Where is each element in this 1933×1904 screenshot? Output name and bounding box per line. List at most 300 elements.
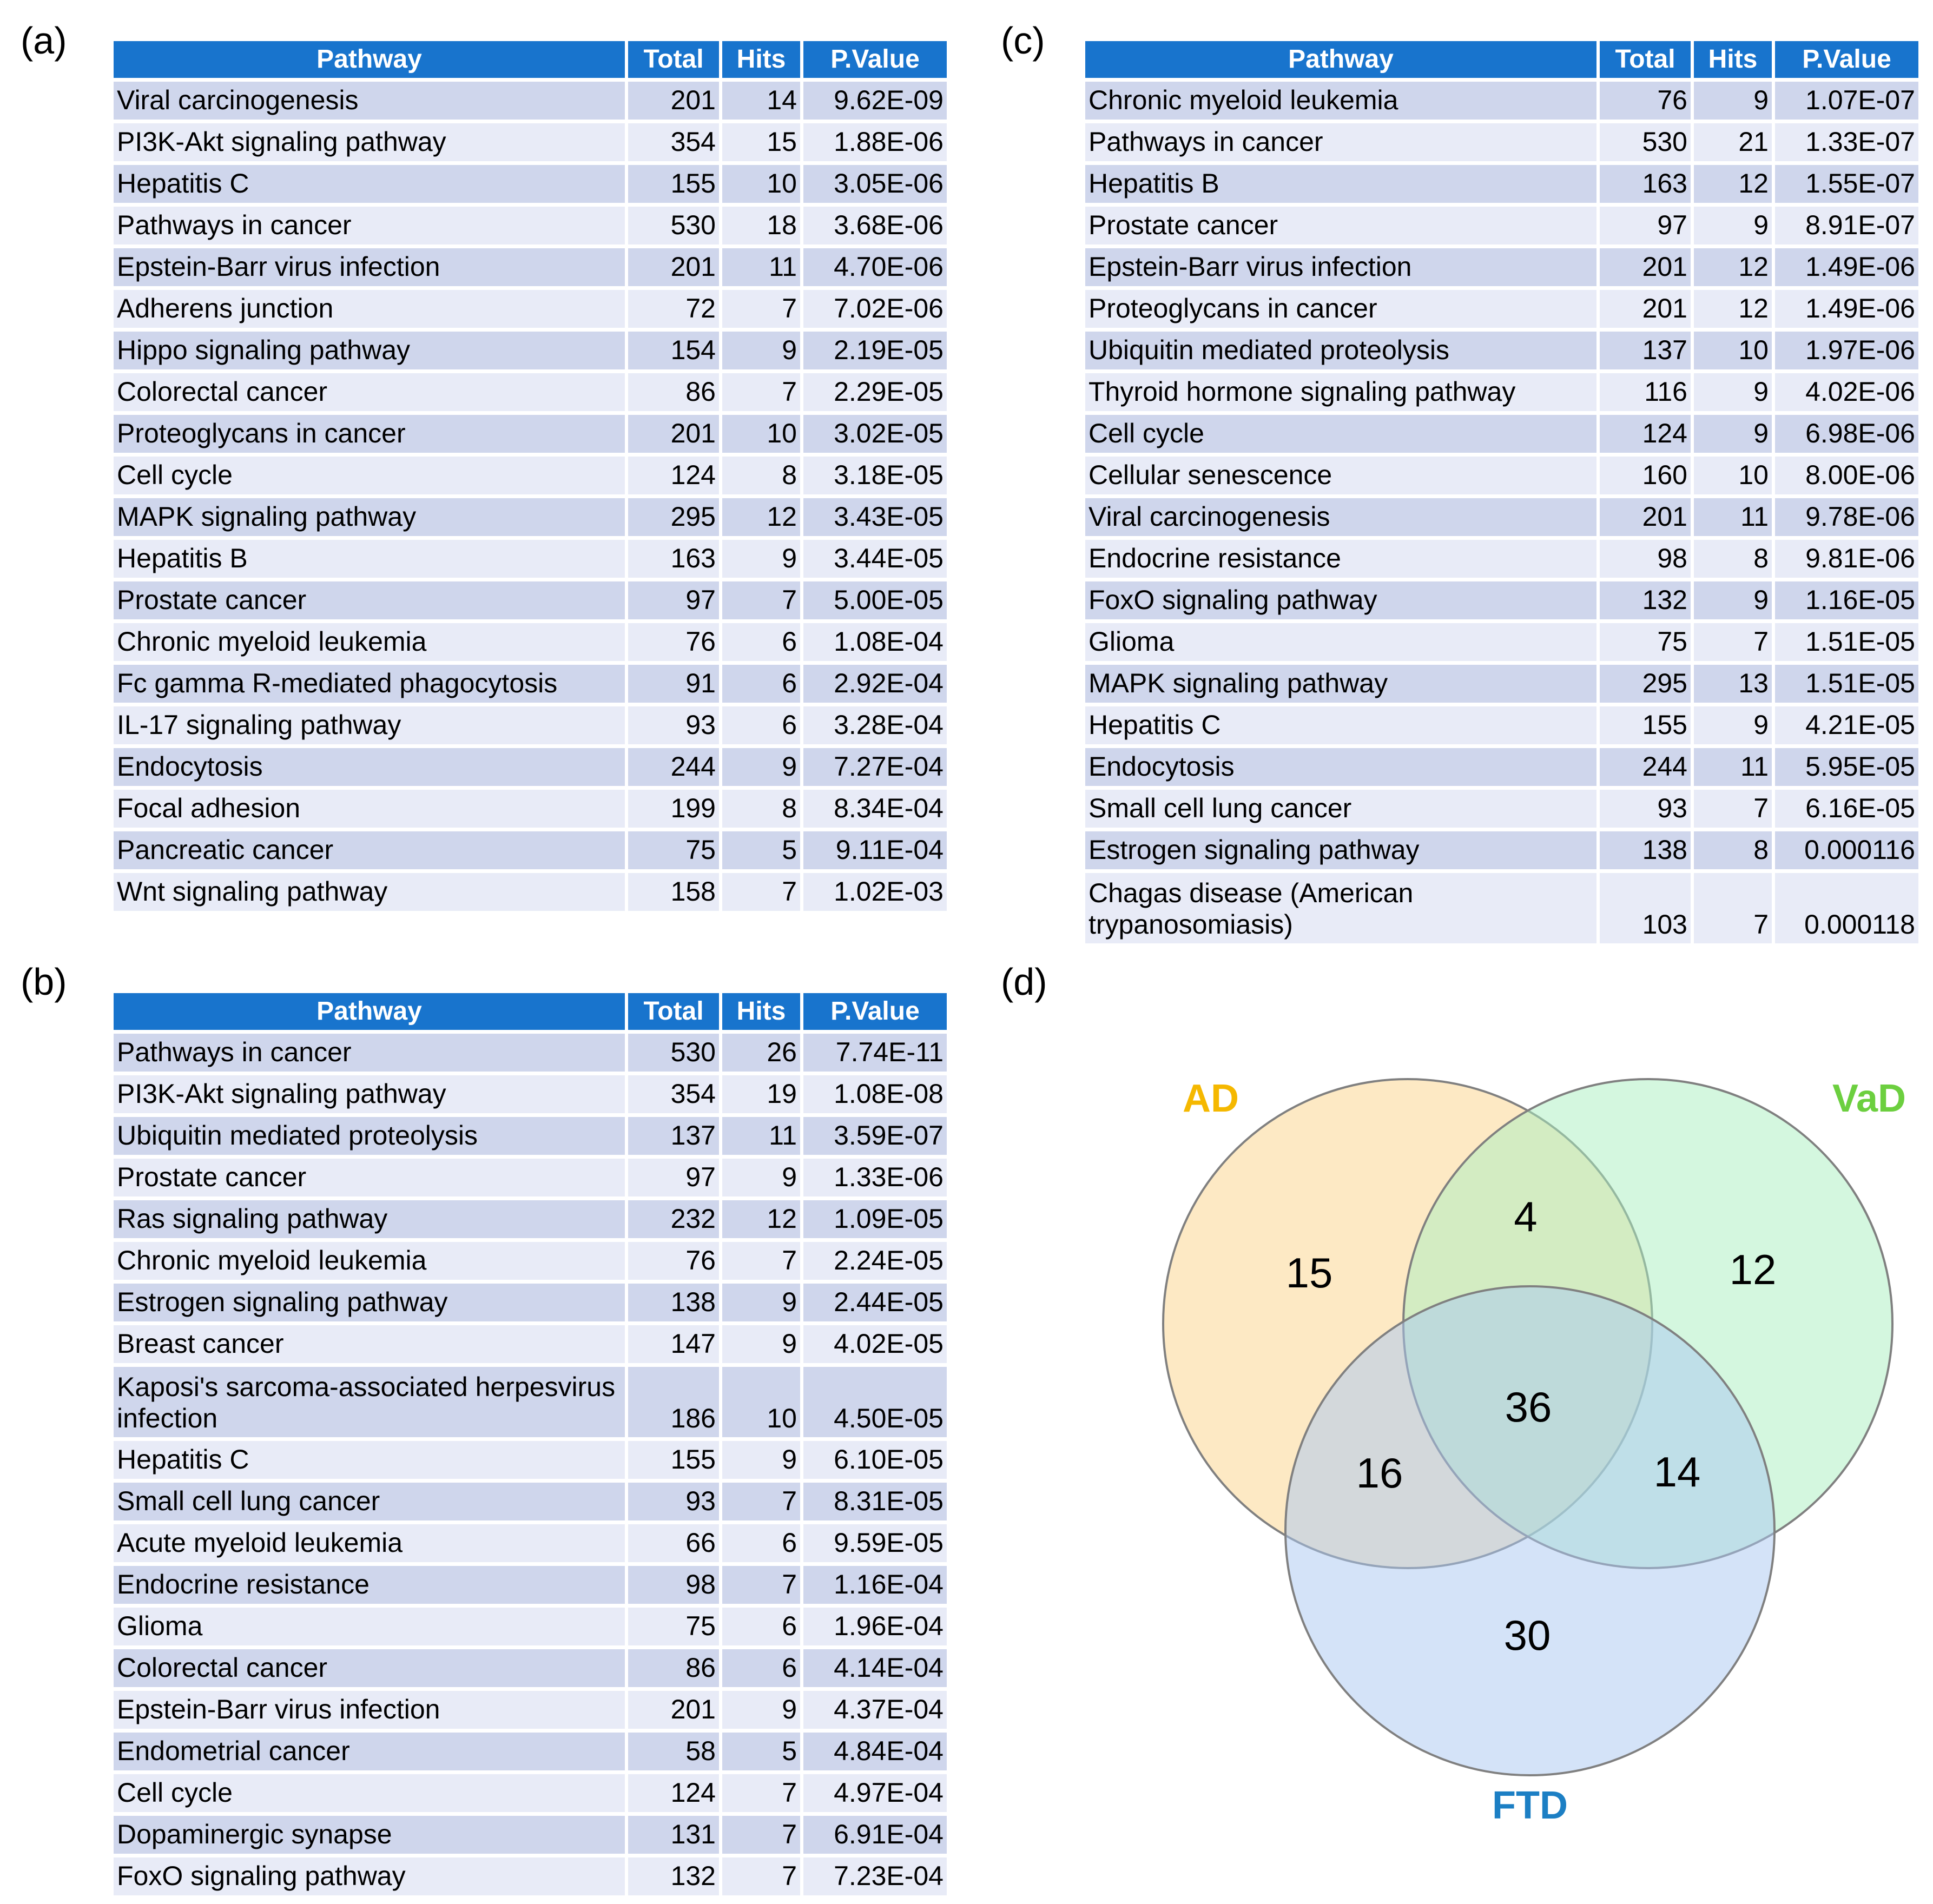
- hits-cell: 11: [721, 1115, 802, 1157]
- hits-cell: 19: [721, 1074, 802, 1115]
- table-row: [114, 1032, 947, 1074]
- hits-cell: 7: [721, 1481, 802, 1523]
- venn-label-vad: VaD: [1832, 1077, 1906, 1120]
- pathway-cell: Prostate cancer: [114, 580, 626, 622]
- hits-cell: 7: [1692, 871, 1773, 944]
- pathway-cell: Adherens junction: [114, 288, 626, 330]
- column-header: Pathway: [1085, 41, 1598, 80]
- total-cell: 154: [626, 330, 721, 372]
- pathway-cell: Hepatitis B: [1085, 163, 1598, 205]
- pathway-cell: Estrogen signaling pathway: [114, 1282, 626, 1324]
- table-header-row: [1085, 41, 1918, 80]
- table-row: [114, 1856, 947, 1896]
- total-cell: 295: [1598, 663, 1692, 705]
- pathway-cell: Pathways in cancer: [114, 205, 626, 247]
- pathway-cell: Endocrine resistance: [114, 1564, 626, 1606]
- table-row: [1085, 455, 1918, 497]
- total-cell: 116: [1598, 372, 1692, 413]
- total-cell: 93: [626, 705, 721, 746]
- hits-cell: 15: [721, 122, 802, 163]
- table-row: [1085, 705, 1918, 746]
- total-cell: 163: [626, 538, 721, 580]
- hits-cell: 21: [1692, 122, 1773, 163]
- table-row: [114, 413, 947, 455]
- table-row: [114, 497, 947, 538]
- pathway-cell: Prostate cancer: [1085, 205, 1598, 247]
- total-cell: 124: [626, 1773, 721, 1814]
- table-row: [1085, 538, 1918, 580]
- pvalue-cell: 1.88E-06: [802, 122, 947, 163]
- total-cell: 76: [626, 1240, 721, 1282]
- table-row: [114, 1689, 947, 1731]
- table-row: [114, 663, 947, 705]
- total-cell: 76: [626, 622, 721, 663]
- pathway-cell: Pathways in cancer: [1085, 122, 1598, 163]
- venn-count-vad-only: 12: [1729, 1246, 1777, 1293]
- pvalue-cell: 1.96E-04: [802, 1606, 947, 1648]
- pvalue-cell: 7.74E-11: [802, 1032, 947, 1074]
- pathway-cell: Ubiquitin mediated proteolysis: [1085, 330, 1598, 372]
- pathway-cell: Chronic myeloid leukemia: [1085, 80, 1598, 122]
- hits-cell: 12: [1692, 163, 1773, 205]
- hits-cell: 7: [1692, 788, 1773, 830]
- pathway-cell: Small cell lung cancer: [114, 1481, 626, 1523]
- table-row: [114, 163, 947, 205]
- pvalue-cell: 1.51E-05: [1773, 622, 1918, 663]
- pathway-cell: Prostate cancer: [114, 1157, 626, 1199]
- pvalue-cell: 2.19E-05: [802, 330, 947, 372]
- column-header: Total: [1598, 41, 1692, 80]
- table-row: [1085, 288, 1918, 330]
- pathway-cell: Proteoglycans in cancer: [1085, 288, 1598, 330]
- table-row: [1085, 871, 1918, 944]
- total-cell: 160: [1598, 455, 1692, 497]
- hits-cell: 9: [721, 538, 802, 580]
- table-row: [114, 330, 947, 372]
- table-row: [1085, 247, 1918, 288]
- total-cell: 98: [1598, 538, 1692, 580]
- hits-cell: 11: [1692, 497, 1773, 538]
- pvalue-cell: 9.81E-06: [1773, 538, 1918, 580]
- pvalue-cell: 3.18E-05: [802, 455, 947, 497]
- table-row: [1085, 122, 1918, 163]
- total-cell: 75: [1598, 622, 1692, 663]
- hits-cell: 9: [1692, 705, 1773, 746]
- hits-cell: 18: [721, 205, 802, 247]
- column-header: Total: [626, 993, 721, 1032]
- total-cell: 93: [626, 1481, 721, 1523]
- pvalue-cell: 6.10E-05: [802, 1439, 947, 1481]
- pvalue-cell: 0.000118: [1773, 871, 1918, 944]
- table-row: [114, 871, 947, 911]
- pathway-cell: Chagas disease (American trypanosomiasis): [1085, 871, 1598, 944]
- pathway-cell: Ras signaling pathway: [114, 1199, 626, 1240]
- total-cell: 91: [626, 663, 721, 705]
- hits-cell: 7: [721, 372, 802, 413]
- hits-cell: 7: [721, 580, 802, 622]
- hits-cell: 6: [721, 663, 802, 705]
- pvalue-cell: 3.05E-06: [802, 163, 947, 205]
- hits-cell: 9: [721, 1439, 802, 1481]
- total-cell: 186: [626, 1365, 721, 1439]
- venn-label-ftd: FTD: [1492, 1784, 1568, 1827]
- venn-count-ad-vad: 4: [1514, 1193, 1538, 1240]
- hits-cell: 7: [721, 288, 802, 330]
- column-header: Pathway: [114, 41, 626, 80]
- hits-cell: 6: [721, 705, 802, 746]
- pathway-cell: Cell cycle: [1085, 413, 1598, 455]
- panel-label-a: (a): [21, 19, 67, 62]
- hits-cell: 9: [721, 1689, 802, 1731]
- hits-cell: 12: [1692, 247, 1773, 288]
- table-row: [1085, 205, 1918, 247]
- total-cell: 124: [1598, 413, 1692, 455]
- venn-diagram: [1114, 1017, 1906, 1861]
- pathway-cell: Colorectal cancer: [114, 1648, 626, 1689]
- hits-cell: 7: [721, 1814, 802, 1856]
- pvalue-cell: 1.09E-05: [802, 1199, 947, 1240]
- pvalue-cell: 4.02E-06: [1773, 372, 1918, 413]
- hits-cell: 12: [1692, 288, 1773, 330]
- table-row: [114, 288, 947, 330]
- total-cell: 103: [1598, 871, 1692, 944]
- pvalue-cell: 9.78E-06: [1773, 497, 1918, 538]
- table-row: [114, 1199, 947, 1240]
- total-cell: 155: [1598, 705, 1692, 746]
- hits-cell: 9: [721, 330, 802, 372]
- pathway-cell: Glioma: [1085, 622, 1598, 663]
- total-cell: 131: [626, 1814, 721, 1856]
- table-row: [114, 122, 947, 163]
- pathway-cell: FoxO signaling pathway: [114, 1856, 626, 1896]
- table-row: [1085, 622, 1918, 663]
- table-row: [114, 455, 947, 497]
- hits-cell: 12: [721, 497, 802, 538]
- pvalue-cell: 9.62E-09: [802, 80, 947, 122]
- hits-cell: 10: [721, 163, 802, 205]
- venn-label-ad: AD: [1183, 1077, 1239, 1120]
- pvalue-cell: 2.92E-04: [802, 663, 947, 705]
- venn-count-ad-only: 15: [1285, 1249, 1333, 1297]
- pathway-cell: Viral carcinogenesis: [1085, 497, 1598, 538]
- total-cell: 75: [626, 830, 721, 871]
- venn-count-ad-ftd: 16: [1356, 1449, 1403, 1497]
- pathway-cell: Estrogen signaling pathway: [1085, 830, 1598, 871]
- hits-cell: 10: [1692, 455, 1773, 497]
- pvalue-cell: 1.16E-05: [1773, 580, 1918, 622]
- pathway-cell: Endometrial cancer: [114, 1731, 626, 1773]
- table-row: [114, 1240, 947, 1282]
- table-row: [1085, 580, 1918, 622]
- hits-cell: 7: [721, 871, 802, 911]
- hits-cell: 5: [721, 1731, 802, 1773]
- pathway-cell: Cellular senescence: [1085, 455, 1598, 497]
- total-cell: 66: [626, 1523, 721, 1564]
- hits-cell: 6: [721, 1648, 802, 1689]
- pathway-cell: IL-17 signaling pathway: [114, 705, 626, 746]
- pathway-cell: Pathways in cancer: [114, 1032, 626, 1074]
- pathway-cell: Cell cycle: [114, 1773, 626, 1814]
- total-cell: 86: [626, 1648, 721, 1689]
- hits-cell: 10: [721, 1365, 802, 1439]
- total-cell: 354: [626, 1074, 721, 1115]
- pvalue-cell: 1.33E-07: [1773, 122, 1918, 163]
- total-cell: 76: [1598, 80, 1692, 122]
- total-cell: 354: [626, 122, 721, 163]
- pvalue-cell: 1.49E-06: [1773, 288, 1918, 330]
- pathway-cell: MAPK signaling pathway: [1085, 663, 1598, 705]
- pvalue-cell: 4.14E-04: [802, 1648, 947, 1689]
- pathway-cell: Chronic myeloid leukemia: [114, 1240, 626, 1282]
- pvalue-cell: 3.68E-06: [802, 205, 947, 247]
- total-cell: 201: [1598, 288, 1692, 330]
- table-row: [1085, 746, 1918, 788]
- table-row: [114, 580, 947, 622]
- table-row: [114, 1324, 947, 1365]
- table-row: [114, 1648, 947, 1689]
- pvalue-cell: 1.07E-07: [1773, 80, 1918, 122]
- total-cell: 530: [626, 1032, 721, 1074]
- table-row: [114, 1731, 947, 1773]
- total-cell: 75: [626, 1606, 721, 1648]
- hits-cell: 5: [721, 830, 802, 871]
- pvalue-cell: 8.00E-06: [1773, 455, 1918, 497]
- pvalue-cell: 4.21E-05: [1773, 705, 1918, 746]
- hits-cell: 6: [721, 1606, 802, 1648]
- table-row: [1085, 80, 1918, 122]
- pathway-cell: Cell cycle: [114, 455, 626, 497]
- pvalue-cell: 1.08E-08: [802, 1074, 947, 1115]
- pvalue-cell: 3.02E-05: [802, 413, 947, 455]
- table-row: [1085, 663, 1918, 705]
- total-cell: 201: [626, 80, 721, 122]
- table-header-row: [114, 41, 947, 80]
- panel-label-c: (c): [1001, 19, 1045, 62]
- pathway-cell: Thyroid hormone signaling pathway: [1085, 372, 1598, 413]
- table-row: [114, 538, 947, 580]
- total-cell: 201: [1598, 247, 1692, 288]
- pvalue-cell: 3.28E-04: [802, 705, 947, 746]
- table-row: [1085, 372, 1918, 413]
- table-row: [114, 1282, 947, 1324]
- pvalue-cell: 1.33E-06: [802, 1157, 947, 1199]
- venn-count-all: 36: [1505, 1383, 1552, 1431]
- hits-cell: 9: [721, 746, 802, 788]
- table-row: [1085, 330, 1918, 372]
- table-row: [114, 1157, 947, 1199]
- pathway-cell: PI3K-Akt signaling pathway: [114, 1074, 626, 1115]
- pathway-cell: Hepatitis C: [1085, 705, 1598, 746]
- pvalue-cell: 4.70E-06: [802, 247, 947, 288]
- table-row: [114, 622, 947, 663]
- pathway-cell: Wnt signaling pathway: [114, 871, 626, 911]
- panel-label-b: (b): [21, 961, 67, 1003]
- table-row: [1085, 830, 1918, 871]
- total-cell: 97: [626, 580, 721, 622]
- pathway-table-a: [114, 41, 947, 911]
- hits-cell: 13: [1692, 663, 1773, 705]
- hits-cell: 26: [721, 1032, 802, 1074]
- pvalue-cell: 1.02E-03: [802, 871, 947, 911]
- table-row: [1085, 163, 1918, 205]
- hits-cell: 9: [721, 1157, 802, 1199]
- table-row: [114, 247, 947, 288]
- hits-cell: 9: [1692, 413, 1773, 455]
- pathway-cell: Hepatitis B: [114, 538, 626, 580]
- pvalue-cell: 1.49E-06: [1773, 247, 1918, 288]
- pvalue-cell: 0.000116: [1773, 830, 1918, 871]
- total-cell: 132: [1598, 580, 1692, 622]
- hits-cell: 7: [721, 1773, 802, 1814]
- table-row: [1085, 413, 1918, 455]
- pvalue-cell: 9.59E-05: [802, 1523, 947, 1564]
- hits-cell: 9: [721, 1324, 802, 1365]
- total-cell: 201: [626, 1689, 721, 1731]
- pathway-cell: Endocrine resistance: [1085, 538, 1598, 580]
- table-header-row: [114, 993, 947, 1032]
- table-row: [114, 1115, 947, 1157]
- hits-cell: 7: [721, 1856, 802, 1896]
- pvalue-cell: 4.84E-04: [802, 1731, 947, 1773]
- pvalue-cell: 4.37E-04: [802, 1689, 947, 1731]
- table-row: [114, 1564, 947, 1606]
- table-row: [114, 1814, 947, 1856]
- hits-cell: 8: [1692, 830, 1773, 871]
- panel-label-d: (d): [1001, 961, 1047, 1003]
- total-cell: 158: [626, 871, 721, 911]
- venn-count-ftd-only: 30: [1503, 1611, 1551, 1659]
- pvalue-cell: 6.98E-06: [1773, 413, 1918, 455]
- pvalue-cell: 1.08E-04: [802, 622, 947, 663]
- hits-cell: 7: [1692, 622, 1773, 663]
- hits-cell: 12: [721, 1199, 802, 1240]
- column-header: Pathway: [114, 993, 626, 1032]
- pathway-cell: MAPK signaling pathway: [114, 497, 626, 538]
- hits-cell: 8: [1692, 538, 1773, 580]
- total-cell: 86: [626, 372, 721, 413]
- pvalue-cell: 1.16E-04: [802, 1564, 947, 1606]
- hits-cell: 9: [1692, 580, 1773, 622]
- total-cell: 530: [1598, 122, 1692, 163]
- hits-cell: 10: [1692, 330, 1773, 372]
- total-cell: 530: [626, 205, 721, 247]
- hits-cell: 9: [721, 1282, 802, 1324]
- pathway-cell: Hepatitis C: [114, 163, 626, 205]
- total-cell: 137: [626, 1115, 721, 1157]
- total-cell: 147: [626, 1324, 721, 1365]
- pvalue-cell: 7.23E-04: [802, 1856, 947, 1896]
- table-row: [114, 1481, 947, 1523]
- total-cell: 163: [1598, 163, 1692, 205]
- pathway-cell: Kaposi's sarcoma-associated herpesvirus infection: [114, 1365, 626, 1439]
- venn-circle-ftd: [1285, 1286, 1774, 1775]
- pathway-cell: Focal adhesion: [114, 788, 626, 830]
- table-row: [114, 746, 947, 788]
- total-cell: 138: [626, 1282, 721, 1324]
- pvalue-cell: 8.34E-04: [802, 788, 947, 830]
- pvalue-cell: 2.44E-05: [802, 1282, 947, 1324]
- pvalue-cell: 2.29E-05: [802, 372, 947, 413]
- pathway-cell: Endocytosis: [1085, 746, 1598, 788]
- total-cell: 97: [626, 1157, 721, 1199]
- hits-cell: 6: [721, 622, 802, 663]
- pvalue-cell: 3.44E-05: [802, 538, 947, 580]
- total-cell: 93: [1598, 788, 1692, 830]
- total-cell: 201: [1598, 497, 1692, 538]
- column-header: P.Value: [802, 993, 947, 1032]
- table-row: [114, 1074, 947, 1115]
- table-row: [114, 788, 947, 830]
- pvalue-cell: 7.27E-04: [802, 746, 947, 788]
- total-cell: 124: [626, 455, 721, 497]
- pathway-table-b: [114, 993, 947, 1895]
- total-cell: 155: [626, 1439, 721, 1481]
- column-header: Hits: [721, 41, 802, 80]
- pvalue-cell: 4.97E-04: [802, 1773, 947, 1814]
- column-header: Hits: [721, 993, 802, 1032]
- hits-cell: 11: [1692, 746, 1773, 788]
- table-row: [114, 80, 947, 122]
- hits-cell: 7: [721, 1240, 802, 1282]
- hits-cell: 7: [721, 1564, 802, 1606]
- pathway-cell: Hippo signaling pathway: [114, 330, 626, 372]
- pvalue-cell: 1.51E-05: [1773, 663, 1918, 705]
- total-cell: 244: [1598, 746, 1692, 788]
- pvalue-cell: 5.00E-05: [802, 580, 947, 622]
- table-row: [114, 705, 947, 746]
- pvalue-cell: 6.91E-04: [802, 1814, 947, 1856]
- pvalue-cell: 1.55E-07: [1773, 163, 1918, 205]
- hits-cell: 8: [721, 788, 802, 830]
- total-cell: 58: [626, 1731, 721, 1773]
- pathway-cell: Small cell lung cancer: [1085, 788, 1598, 830]
- pathway-cell: Proteoglycans in cancer: [114, 413, 626, 455]
- pathway-cell: Ubiquitin mediated proteolysis: [114, 1115, 626, 1157]
- column-header: Total: [626, 41, 721, 80]
- hits-cell: 10: [721, 413, 802, 455]
- total-cell: 132: [626, 1856, 721, 1896]
- total-cell: 155: [626, 163, 721, 205]
- column-header: P.Value: [802, 41, 947, 80]
- hits-cell: 11: [721, 247, 802, 288]
- total-cell: 72: [626, 288, 721, 330]
- pathway-cell: Chronic myeloid leukemia: [114, 622, 626, 663]
- pvalue-cell: 3.43E-05: [802, 497, 947, 538]
- column-header: Hits: [1692, 41, 1773, 80]
- pathway-cell: PI3K-Akt signaling pathway: [114, 122, 626, 163]
- table-row: [1085, 497, 1918, 538]
- pathway-cell: Hepatitis C: [114, 1439, 626, 1481]
- table-row: [114, 1523, 947, 1564]
- pvalue-cell: 3.59E-07: [802, 1115, 947, 1157]
- table-row: [114, 1365, 947, 1439]
- total-cell: 295: [626, 497, 721, 538]
- hits-cell: 14: [721, 80, 802, 122]
- pvalue-cell: 8.91E-07: [1773, 205, 1918, 247]
- table-row: [114, 830, 947, 871]
- pathway-cell: Acute myeloid leukemia: [114, 1523, 626, 1564]
- table-row: [114, 205, 947, 247]
- total-cell: 232: [626, 1199, 721, 1240]
- table-row: [114, 1439, 947, 1481]
- table-row: [1085, 788, 1918, 830]
- hits-cell: 9: [1692, 372, 1773, 413]
- pathway-cell: Endocytosis: [114, 746, 626, 788]
- table-row: [114, 372, 947, 413]
- pvalue-cell: 4.02E-05: [802, 1324, 947, 1365]
- pvalue-cell: 8.31E-05: [802, 1481, 947, 1523]
- pathway-cell: Epstein-Barr virus infection: [114, 247, 626, 288]
